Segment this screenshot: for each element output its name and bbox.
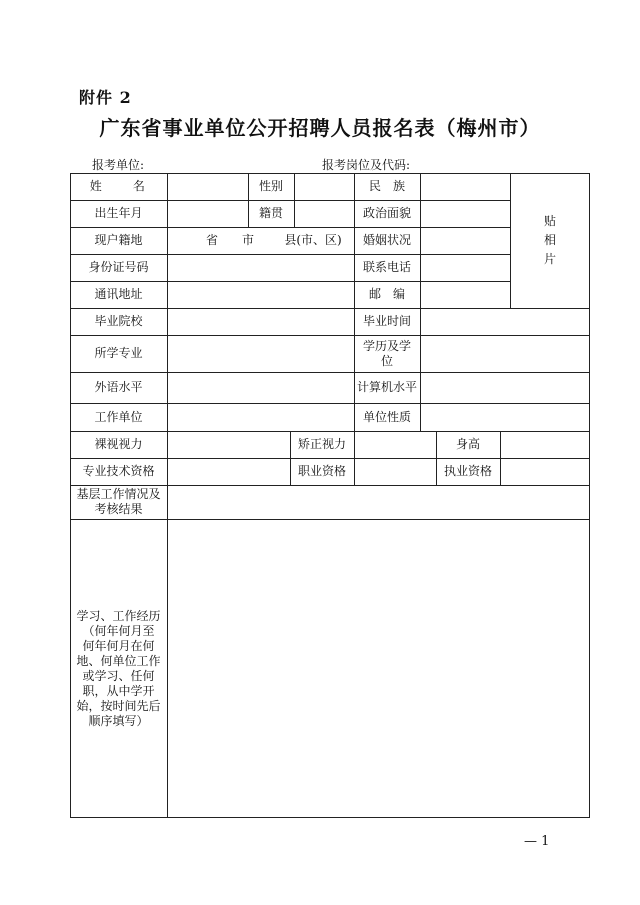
apply-unit-label: 报考单位: [92, 158, 145, 172]
field-postcode[interactable] [420, 281, 510, 308]
field-language[interactable] [167, 372, 354, 403]
field-major[interactable] [167, 335, 354, 372]
field-employer[interactable] [167, 403, 354, 431]
label-phone: 联系电话 [362, 260, 411, 274]
field-school[interactable] [167, 308, 354, 335]
residence-province: 省 [205, 233, 218, 247]
label-address: 通讯地址 [94, 287, 143, 301]
field-id-number[interactable] [167, 254, 354, 281]
label-grassroots: 基层工作情况及 考核结果 [76, 487, 161, 516]
label-postcode: 邮 编 [368, 287, 405, 301]
label-marital: 婚姻状况 [362, 233, 411, 247]
field-native-place[interactable] [294, 200, 354, 227]
label-ethnicity: 民 族 [368, 179, 405, 193]
label-naked-vision: 裸视视力 [94, 437, 143, 451]
field-gender[interactable] [294, 173, 354, 200]
field-phone[interactable] [420, 254, 510, 281]
residence-county: 县(市、区) [284, 233, 342, 247]
photo-box[interactable]: 贴 相 片 [543, 213, 556, 267]
label-major: 所学专业 [94, 346, 143, 360]
field-birth[interactable] [167, 200, 248, 227]
label-computer: 计算机水平 [356, 380, 417, 394]
field-marital[interactable] [420, 227, 510, 254]
apply-position-label: 报考岗位及代码: [322, 158, 411, 172]
label-name: 姓 名 [89, 179, 148, 193]
label-gender: 性别 [258, 179, 283, 193]
label-native-place: 籍贯 [258, 206, 283, 220]
page-number: — 1 [524, 834, 550, 849]
form-title: 广东省事业单位公开招聘人员报名表（梅州市） [99, 116, 541, 140]
label-experience: 学习、工作经历 （何年何月至 何年何月在何 地、何单位工作 或学习、任何 职，从中学开 始，按时间先后 顺序填写） [76, 608, 161, 728]
field-grad-time[interactable] [420, 308, 590, 335]
label-practice-qual: 执业资格 [443, 464, 492, 478]
label-school: 毕业院校 [94, 314, 143, 328]
field-degree[interactable] [420, 335, 590, 372]
field-tech-qual[interactable] [167, 458, 290, 485]
field-experience[interactable] [167, 519, 590, 818]
field-employer-type[interactable] [420, 403, 590, 431]
attachment-label: 附件 2 [79, 88, 132, 107]
label-corrected-vision: 矫正视力 [297, 437, 346, 451]
label-residence: 现户籍地 [94, 233, 143, 247]
field-grassroots[interactable] [167, 485, 590, 519]
field-corrected-vision[interactable] [354, 431, 436, 458]
field-name[interactable] [167, 173, 248, 200]
label-height: 身高 [455, 437, 480, 451]
label-employer-type: 单位性质 [362, 409, 411, 424]
field-height[interactable] [500, 431, 590, 458]
label-id-number: 身份证号码 [88, 260, 149, 274]
label-employer: 工作单位 [94, 409, 143, 424]
label-language: 外语水平 [94, 380, 143, 394]
field-computer[interactable] [420, 372, 590, 403]
field-address[interactable] [167, 281, 354, 308]
field-vocational-qual[interactable] [354, 458, 436, 485]
label-birth: 出生年月 [94, 206, 143, 220]
label-tech-qual: 专业技术资格 [82, 464, 155, 478]
residence-city: 市 [241, 233, 254, 247]
field-practice-qual[interactable] [500, 458, 590, 485]
field-naked-vision[interactable] [167, 431, 290, 458]
label-political: 政治面貌 [362, 206, 411, 220]
label-degree: 学历及学 位 [362, 338, 411, 368]
field-political[interactable] [420, 200, 510, 227]
field-ethnicity[interactable] [420, 173, 510, 200]
label-grad-time: 毕业时间 [362, 314, 411, 328]
label-vocational-qual: 职业资格 [297, 464, 346, 478]
